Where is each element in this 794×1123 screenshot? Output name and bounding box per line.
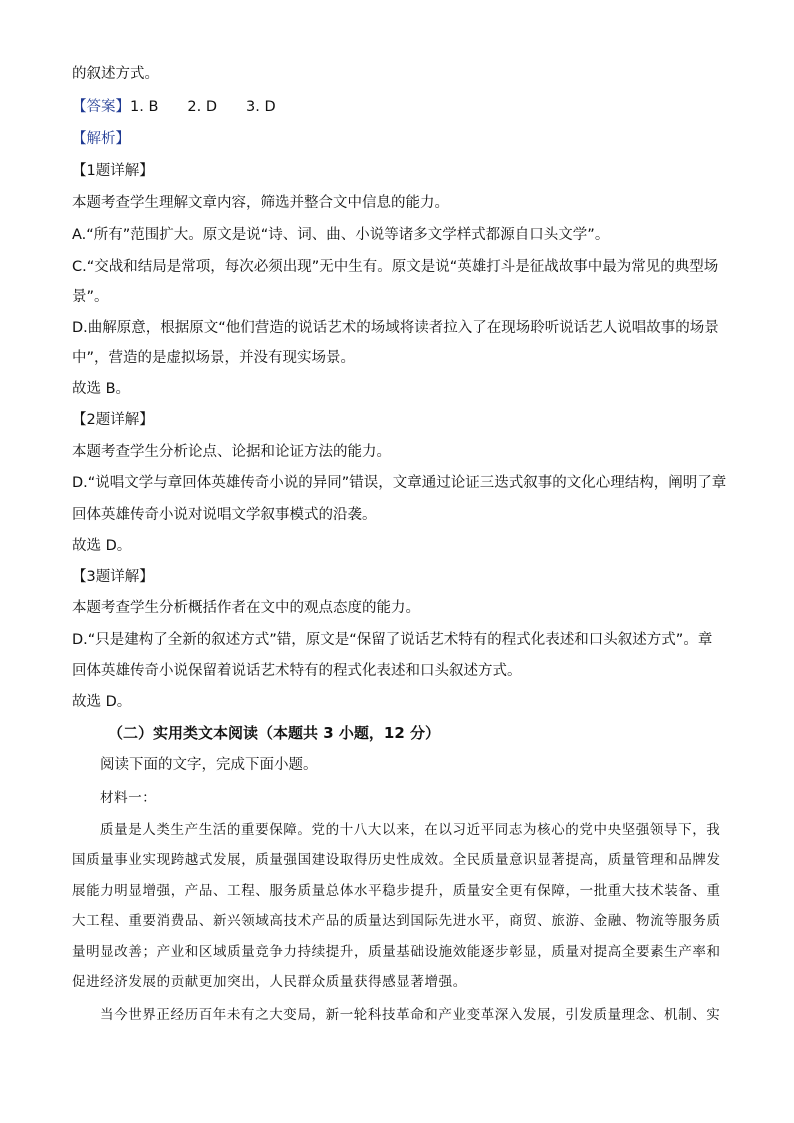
answer-line <box>72 97 732 117</box>
q2-option-d-line2: 回体英雄传奇小说对说唱文学叙事模式的沿袭。 <box>72 507 377 523</box>
material-label: 材料一： <box>100 790 157 806</box>
q3-option-d-line2: 回体英雄传奇小说保留着说话艺术特有的程式化表述和口头叙述方式。 <box>72 663 522 679</box>
passage-line: 促进经济发展的贡献更加突出，人民群众质量获得感显著增强。 <box>72 974 467 990</box>
text-line: 的叙述方式。 <box>72 66 159 82</box>
q1-option-c-line2: 景”。 <box>72 289 109 305</box>
q1-option-c-line1: C.“交战和结局是常项，每次必须出现”无中生有。原文是说“英雄打斗是征战故事中最为常见的典型场 <box>72 259 719 275</box>
q3-choice: 故选 D。 <box>72 694 132 710</box>
answer-values: 1. B 2. D 3. D <box>130 99 276 115</box>
passage-line: 量明显改善；产业和区域质量竞争力持续提升，质量基础设施效能逐步彰显，质量对提高全要素生产率和 <box>72 944 721 960</box>
q1-intro: 本题考查学生理解文章内容，筛选并整合文中信息的能力。 <box>72 195 449 211</box>
q3-header: 【3题详解】 <box>72 569 154 585</box>
passage-line: 国质量事业实现跨越式发展，质量强国建设取得历史性成效。全民质量意识显著提高，质量管理和品牌发 <box>72 852 721 868</box>
passage-line: 质量是人类生产生活的重要保障。党的十八大以来，在以习近平同志为核心的党中央坚强领导下，我 <box>100 822 721 838</box>
answer-label: 【答案】 <box>72 99 130 115</box>
q2-intro: 本题考查学生分析论点、论据和论证方法的能力。 <box>72 444 391 460</box>
section-title: （二）实用类文本阅读（本题共 3 小题，12 分） <box>108 724 440 742</box>
q1-choice: 故选 B。 <box>72 381 131 397</box>
q1-option-d-line1: D.曲解原意，根据原文“他们营造的说话艺术的场域将读者拉入了在现场聆听说话艺人说唱故事的场景 <box>72 320 719 336</box>
q2-option-d-line1: D.“说唱文学与章回体英雄传奇小说的异同”错误，文章通过论证三迭式叙事的文化心理结构，阐明了章 <box>72 475 727 491</box>
q3-intro: 本题考查学生分析概括作者在文中的观点态度的能力。 <box>72 600 420 616</box>
instruction: 阅读下面的文字，完成下面小题。 <box>100 757 318 773</box>
q2-choice: 故选 D。 <box>72 538 132 554</box>
q3-option-d-line1: D.“只是建构了全新的叙述方式”错，原文是“保留了说话艺术特有的程式化表述和口头叙述方式”。章 <box>72 632 713 648</box>
q1-header: 【1题详解】 <box>72 163 154 179</box>
q2-header: 【2题详解】 <box>72 412 154 428</box>
q1-option-a: A.“所有”范围扩大。原文是说“诗、词、曲、小说等诸多文学样式都源自口头文学”。 <box>72 227 610 243</box>
passage-line: 当今世界正经历百年未有之大变局，新一轮科技革命和产业变革深入发展，引发质量理念、机制、实 <box>100 1007 721 1023</box>
q1-option-d-line2: 中”，营造的是虚拟场景，并没有现实场景。 <box>72 350 356 366</box>
passage-line: 展能力明显增强，产品、工程、服务质量总体水平稳步提升，质量安全更有保障，一批重大技术装备、重 <box>72 883 721 899</box>
analysis-label: 【解析】 <box>72 131 130 147</box>
passage-line: 大工程、重要消费品、新兴领域高技术产品的质量达到国际先进水平，商贸、旅游、金融、物流等服务质 <box>72 913 721 929</box>
